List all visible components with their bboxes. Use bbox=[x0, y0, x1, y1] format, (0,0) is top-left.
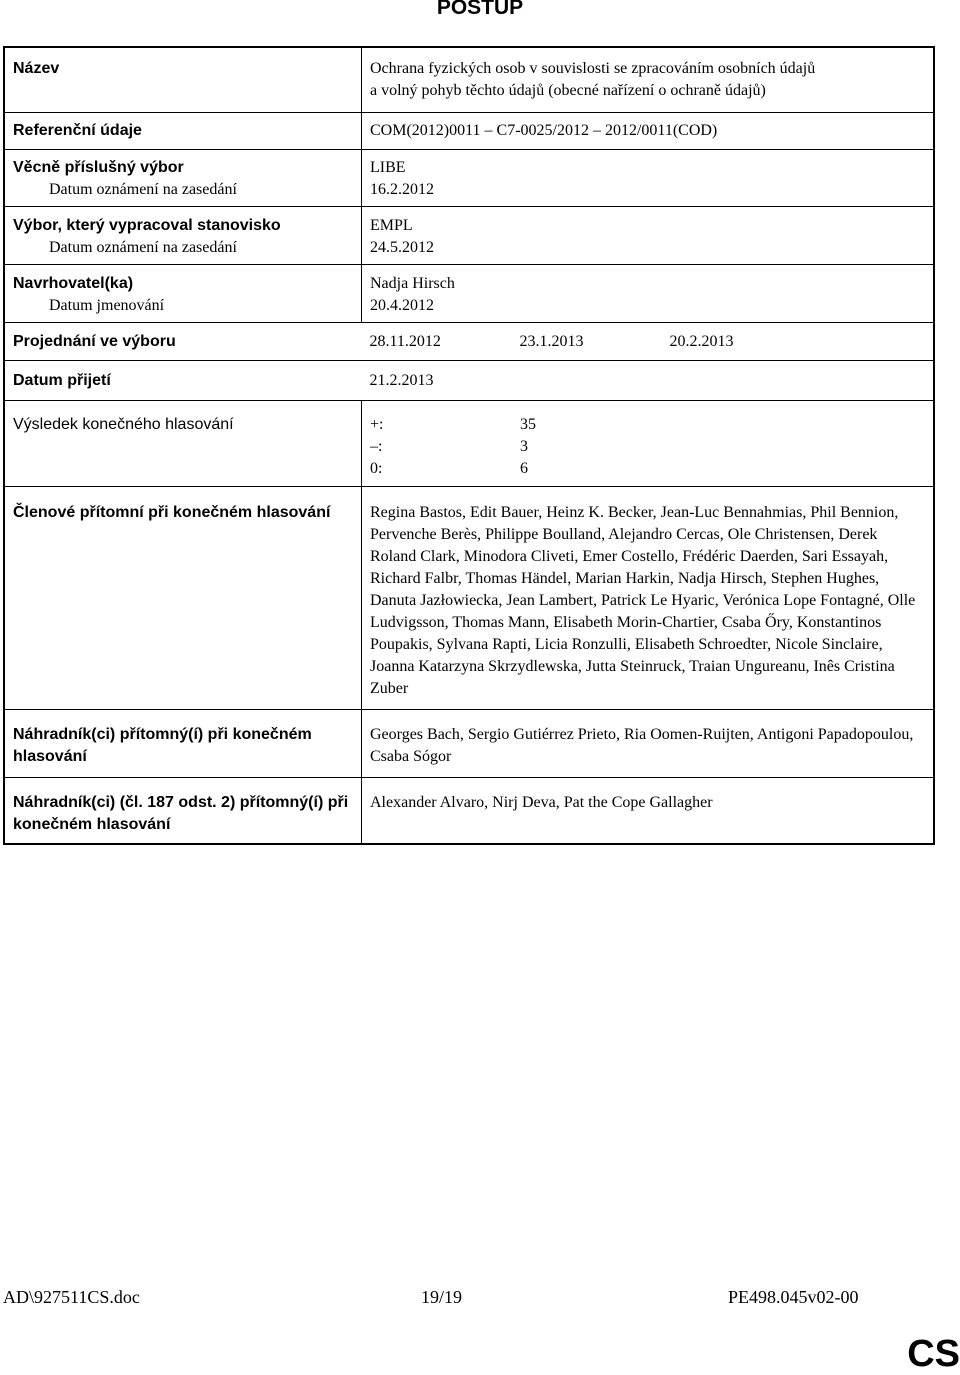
label-referencni: Referenční údaje bbox=[13, 122, 142, 139]
label-vybor: Výbor, který vypracoval stanovisko bbox=[13, 217, 281, 234]
row-navrhovatel bbox=[4, 265, 934, 323]
label-projednani: Projednání ve výboru bbox=[13, 333, 176, 350]
footer-ref: PE498.045v02-00 bbox=[728, 1287, 859, 1307]
value-referencni: COM(2012)0011 – C7-0025/2012 – 2012/0011(COD) bbox=[370, 122, 718, 139]
date-projednani-2: 23.1.2013 bbox=[519, 333, 584, 350]
row-nahradnici bbox=[4, 710, 934, 778]
label-nazev: Název bbox=[13, 60, 60, 77]
vote-count-zero: 6 bbox=[520, 460, 528, 477]
label-clenove: Členové přítomní při konečném hlasování bbox=[13, 504, 331, 521]
value-navrhovatel: Nadja Hirsch bbox=[370, 275, 455, 292]
label-vecne: Věcně příslušný výbor bbox=[13, 159, 184, 176]
row-referencni bbox=[4, 113, 934, 150]
vote-count-minus: 3 bbox=[520, 438, 528, 455]
row-projednani bbox=[4, 323, 934, 361]
row-vecne bbox=[4, 150, 934, 207]
label-nahradnici: Náhradník(ci) přítomný(í) při konečném hlasování bbox=[13, 726, 312, 765]
value-nazev-line2: a volný pohyb těchto údajů (obecné nařízení o ochraně údajů) bbox=[370, 82, 766, 99]
footer-doc: AD\927511CS.doc bbox=[3, 1287, 140, 1307]
procedure-table bbox=[3, 46, 935, 845]
row-clenove bbox=[4, 487, 934, 710]
page-title: POSTUP bbox=[436, 0, 524, 19]
value-prijeti: 21.2.2013 bbox=[369, 372, 434, 389]
row-nahradnici187 bbox=[4, 778, 934, 845]
label-nahradnici187: Náhradník(ci) (čl. 187 odst. 2) přítomný(í) při konečném hlasování bbox=[13, 794, 349, 833]
value-nahradnici: Georges Bach, Sergio Gutiérrez Prieto, Ria Oomen-Ruijten, Antigoni Papadopoulou, Csaba Sógor bbox=[370, 726, 914, 765]
label-navrhovatel: Navrhovatel(ka) bbox=[13, 275, 134, 292]
votes-list bbox=[370, 414, 933, 480]
value-nazev-line1: Ochrana fyzických osob v souvislosti se zpracováním osobních údajů bbox=[370, 60, 816, 77]
vote-count-plus: 35 bbox=[520, 416, 536, 433]
vote-sign-plus: +: bbox=[370, 416, 384, 433]
row-nazev bbox=[4, 47, 934, 113]
language-code: CS bbox=[907, 1333, 960, 1375]
value-vybor: EMPL bbox=[370, 217, 413, 234]
value-vecne: LIBE bbox=[370, 159, 406, 176]
row-prijeti bbox=[4, 361, 934, 401]
sublabel-navrhovatel: Datum jmenování bbox=[49, 297, 165, 314]
vote-sign-zero: 0: bbox=[370, 460, 383, 477]
sublabel-vybor: Datum oznámení na zasedání bbox=[49, 239, 237, 256]
footer-page: 19/19 bbox=[421, 1287, 463, 1307]
label-prijeti: Datum přijetí bbox=[13, 372, 111, 389]
row-vybor bbox=[4, 207, 934, 265]
value-clenove: Regina Bastos, Edit Bauer, Heinz K. Becker, Jean-Luc Bennahmias, Phil Bennion, Pervenche Berès, Philippe Boulland, Alejandro Cercas, Ole Christensen, Derek Roland Clark, Minodora Cliveti, Emer Costello, Frédéric Daerden, Sari Essayah, Richard Falbr, Thomas Händel, Marian Harkin, Nadja Hirsch, Stephen Hughes, Danuta Jazłowiecka, Jean Lambert, Patrick Le Hyaric, Verónica Lope Fontagné, Olle Ludvigsson, Thomas Mann, Elisabeth Morin-Chartier, Csaba Őry, Konstantinos Poupakis, Sylvana Rapti, Licia Ronzulli, Elisabeth Schroedter, Nicole Sinclaire, Joanna Katarzyna Skrzydlewska, Jutta Steinruck, Traian Ungureanu, Inês Cristina Zuber bbox=[370, 504, 916, 697]
subvalue-vecne: 16.2.2012 bbox=[370, 181, 434, 198]
row-vysledek bbox=[4, 401, 934, 487]
sublabel-vecne: Datum oznámení na zasedání bbox=[49, 181, 237, 198]
vote-sign-minus: –: bbox=[370, 438, 383, 455]
subvalue-vybor: 24.5.2012 bbox=[370, 239, 434, 256]
date-projednani-1: 28.11.2012 bbox=[369, 333, 441, 350]
date-projednani-3: 20.2.2013 bbox=[669, 333, 734, 350]
subvalue-navrhovatel: 20.4.2012 bbox=[370, 297, 434, 314]
value-nahradnici187: Alexander Alvaro, Nirj Deva, Pat the Cope Gallagher bbox=[370, 794, 713, 811]
label-vysledek: Výsledek konečného hlasování bbox=[13, 416, 234, 433]
